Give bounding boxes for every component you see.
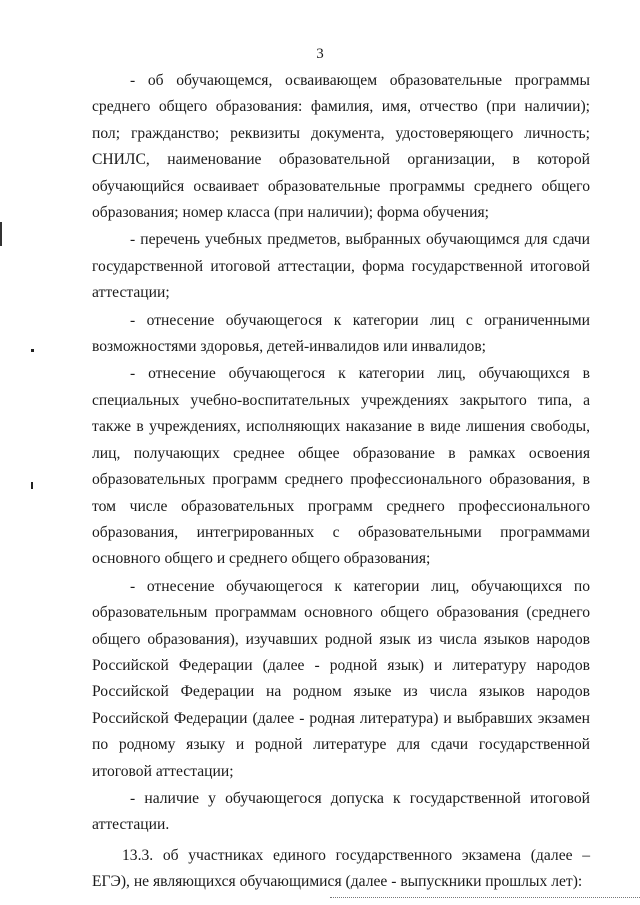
scan-bottom-line [330, 897, 640, 899]
paragraph-special-institutions: - отнесение обучающегося к категории лиц, обучающихся в специальных учебно-воспитательных учреждениях закрытого типа, а также в учреждениях, исполняющих наказание в виде лишения свободы, лиц, получающих среднее общее образование в рамках освоения образовательных программ среднего профессионального образования, в том числе образовательных программ среднего профессионального образования, интегрированных с образовательными программами основного общего и среднего общего образования; [92, 365, 590, 568]
paragraph-native-language: - отнесение обучающегося к категории лиц, обучающихся по образовательным программам основного общего образования (среднего общего образования), изучавших родной язык из числа языков народов Российской Федерации (далее - родной язык) и литературу народов Российской Федерации на родном языке из числа языков народов Российской Федерации (далее - родная литература) и выбравших экзамен по родному языку и родной литературе для сдачи государственной итоговой аттестации; [92, 577, 590, 780]
paragraph-student-info: - об обучающемся, осваивающем образовательные программы среднего общего образования: фамилия, имя, отчество (при наличии); пол; гражданство; реквизиты документа, удостоверяющего личность; СНИЛС, наименование образовательной организации, в которой обучающийся осваивает образовательные программы среднего общего образования; номер класса (при наличии); форма обучения; [92, 72, 590, 222]
paragraph-admission: - наличие у обучающегося допуска к государственной итоговой аттестации. [92, 789, 590, 834]
document-body [92, 68, 590, 896]
paragraph-disability-category: - отнесение обучающегося к категории лиц с ограниченными возможностями здоровья, детей-инвалидов или инвалидов; [92, 311, 590, 356]
page-number: 3 [316, 46, 324, 62]
paragraph-subjects-list: - перечень учебных предметов, выбранных обучающимся для сдачи государственной итоговой аттестации, форма государственной итоговой аттестации; [92, 231, 590, 302]
scan-dot-mark [31, 349, 34, 352]
scan-edge-mark [0, 222, 2, 246]
section-13-3-heading: 13.3. об участниках единого государственного экзамена (далее – ЕГЭ), не являющихся обучающимися (далее - выпускники прошлых лет): [92, 846, 590, 891]
scan-dash-mark [31, 482, 33, 489]
